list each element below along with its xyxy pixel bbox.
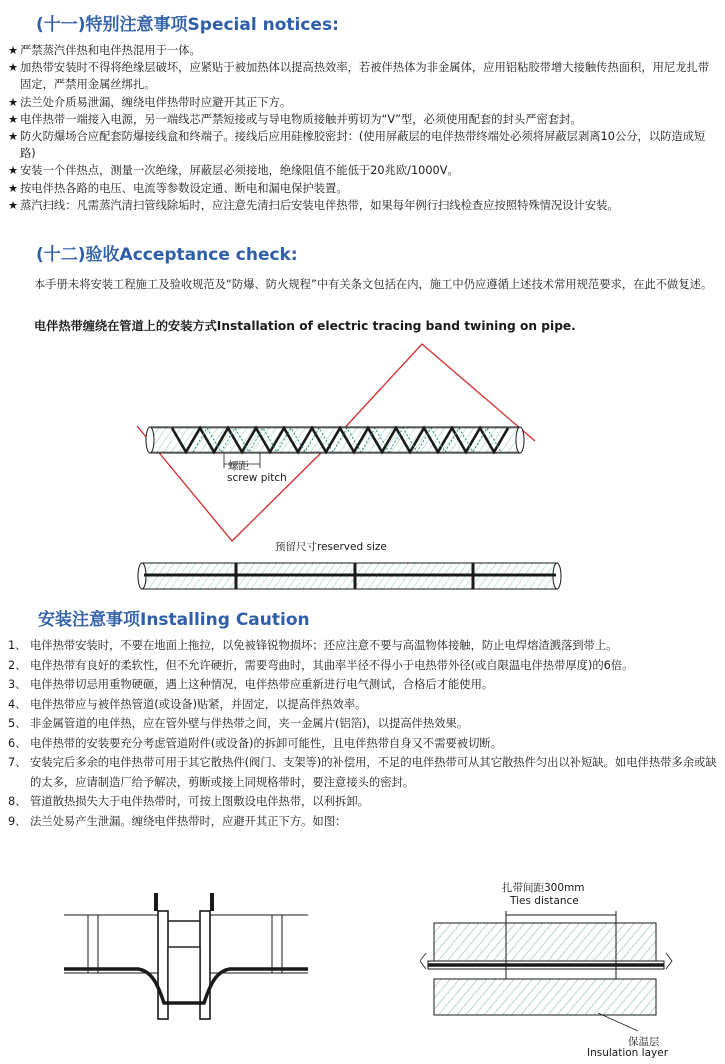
star-bullet-icon: ★ bbox=[8, 198, 19, 212]
insulation-label-cn: 保温层 bbox=[628, 1036, 660, 1048]
acceptance-paragraph: 本手册未将安装工程施工及验收规范及“防爆、防火规程”中有关条文包括在内，施工中仍应遵循上述技术常用规范要求，在此不做复述。 bbox=[34, 278, 713, 291]
caution-list bbox=[8, 636, 720, 831]
caution-item-text: 电伴热带应与被伴热管道(或设备)贴紧，并固定，以提高伴热效率。 bbox=[30, 697, 367, 711]
ties-diagram bbox=[420, 895, 680, 1045]
special-notice-text: 严禁蒸汽伴热和电伴热混用于一体。 bbox=[20, 44, 201, 57]
caution-item-number: 8、 bbox=[8, 795, 27, 808]
caution-item-text: 管道散热损失大于电伴热带时，可按上图敷设电伴热带，以利拆卸。 bbox=[30, 795, 369, 808]
screw-pitch-label-cn: 螺距 bbox=[228, 460, 249, 472]
special-notice-text: 加热带安装时不得将绝缘层破坏，应紧贴于被加热体以提高热效率，若被伴热体为非金属体，应用铝粘胶带增大接触传热面积，用尼龙扎带固定，严禁用金属丝绑扎。 bbox=[20, 61, 710, 92]
caution-item-number: 2、 bbox=[8, 658, 27, 672]
caution-item bbox=[8, 656, 720, 676]
star-bullet-icon: ★ bbox=[8, 164, 19, 178]
caution-item-number: 5、 bbox=[8, 717, 27, 730]
caution-item bbox=[8, 636, 720, 656]
special-notice-text: 安装一个伴热点，测量一次绝缘，屏蔽层必须接地，绝缘阻值不能低于20兆欧/1000V。 bbox=[20, 164, 459, 178]
special-notice-text: 法兰处介质易泄漏，缠绕电伴热带时应避开其正下方。 bbox=[20, 95, 292, 109]
flange-diagram bbox=[60, 885, 340, 1025]
caution-item bbox=[8, 714, 720, 734]
caution-item-text: 安装完后多余的电伴热带可用于其它散热件(阀门、支架等)的补偿用，不足的电伴热带可从其它散热件匀出以补短缺。如电伴热带多余或缺的太多，应请制造厂给予解决，剪断或接上同规格带时，要注意接头的密封。 bbox=[30, 756, 717, 789]
ties-distance-label-en: Ties distance bbox=[510, 895, 579, 907]
caution-item bbox=[8, 753, 720, 792]
caution-item-text: 电伴热带的安装要充分考虑管道附件(或设备)的拆卸可能性，且电伴热带自身又不需要被切断。 bbox=[30, 736, 502, 750]
screw-pitch-label-en: screw pitch bbox=[227, 472, 287, 484]
caution-item bbox=[8, 792, 720, 812]
caution-item-text: 非金属管道的电伴热，应在管外壁与伴热带之间，夹一金属片(铝箔)，以提高伴热效果。 bbox=[30, 717, 469, 730]
reserved-size-label: 预留尺寸reserved size bbox=[275, 541, 387, 553]
pipe-with-tracing bbox=[146, 427, 524, 453]
caution-item-number: 7、 bbox=[8, 756, 27, 769]
special-notices-title: (十一)特别注意事项Special notices: bbox=[36, 15, 339, 35]
caution-item-text: 电伴热带有良好的柔软性，但不允许硬折，需要弯曲时，其曲率半径不得小于电热带外径(或自限温电伴热带厚度)的6倍。 bbox=[30, 658, 634, 672]
caution-item-text: 电伴热带切忌用重物硬砸，遇上这种情况，电伴热带应重新进行电气测试，合格后才能使用。 bbox=[30, 678, 494, 691]
caution-item-text: 法兰处易产生泄漏。缠绕电伴热带时，应避开其正下方。如图： bbox=[30, 814, 347, 828]
star-bullet-icon: ★ bbox=[8, 181, 19, 195]
special-notice-text: 蒸汽扫线：凡需蒸汽清扫管线除垢时，应注意先清扫后安装电伴热带，如果每年例行扫线检查应按照特殊情况设计安装。 bbox=[20, 198, 619, 212]
caution-item bbox=[8, 734, 720, 754]
special-notice-item bbox=[8, 128, 718, 162]
special-notice-item bbox=[8, 197, 718, 214]
special-notice-text: 按电伴热各路的电压、电流等参数设定通、断电和漏电保护装置。 bbox=[20, 181, 348, 195]
star-bullet-icon: ★ bbox=[8, 44, 19, 57]
caution-item-number: 3、 bbox=[8, 678, 27, 691]
caution-item bbox=[8, 812, 720, 832]
caution-item-text: 电伴热带安装时，不要在地面上拖拉，以免被锋锐物损坏；还应注意不要与高温物体接触，防止电焊熔渣溅落到带上。 bbox=[30, 639, 618, 652]
special-notice-item bbox=[8, 42, 718, 59]
caution-item-number: 6、 bbox=[8, 736, 27, 750]
star-bullet-icon: ★ bbox=[8, 95, 19, 109]
caution-item bbox=[8, 675, 720, 695]
special-notice-item bbox=[8, 180, 718, 197]
caution-item-number: 1、 bbox=[8, 639, 27, 652]
star-bullet-icon: ★ bbox=[8, 112, 19, 126]
special-notice-text: 防火防爆场合应配套防爆接线盒和终端子。接线后应用硅橡胶密封：(使用屏蔽层的电伴热带终端处必须将屏蔽层剥离10公分，以防造成短路) bbox=[20, 130, 706, 161]
caution-item bbox=[8, 695, 720, 715]
straight-pipe bbox=[138, 563, 561, 589]
diagram1-heading: 电伴热带缠绕在管道上的安装方式Installation of electric tracing band twining on pipe. bbox=[34, 319, 576, 333]
caution-item-number: 9、 bbox=[8, 814, 27, 828]
twining-diagram bbox=[0, 330, 725, 600]
special-notice-text: 电伴热带一端接入电源，另一端线芯严禁短接或与导电物质接触并剪切为“V”型，必须使用配套的封头严密套封。 bbox=[20, 112, 582, 126]
ties-distance-label-cn: 扎带间距300mm bbox=[502, 882, 585, 894]
special-notice-item bbox=[8, 111, 718, 128]
special-notices-list bbox=[8, 42, 718, 214]
insulation-label-en: Insulation layer bbox=[587, 1047, 669, 1059]
star-bullet-icon: ★ bbox=[8, 130, 19, 144]
caution-title: 安装注意事项Installing Caution bbox=[38, 610, 310, 630]
special-notice-item bbox=[8, 59, 718, 93]
special-notice-item bbox=[8, 162, 718, 179]
special-notice-item bbox=[8, 94, 718, 111]
acceptance-title: (十二)验收Acceptance check: bbox=[36, 245, 298, 265]
caution-item-number: 4、 bbox=[8, 697, 27, 711]
star-bullet-icon: ★ bbox=[8, 61, 19, 75]
